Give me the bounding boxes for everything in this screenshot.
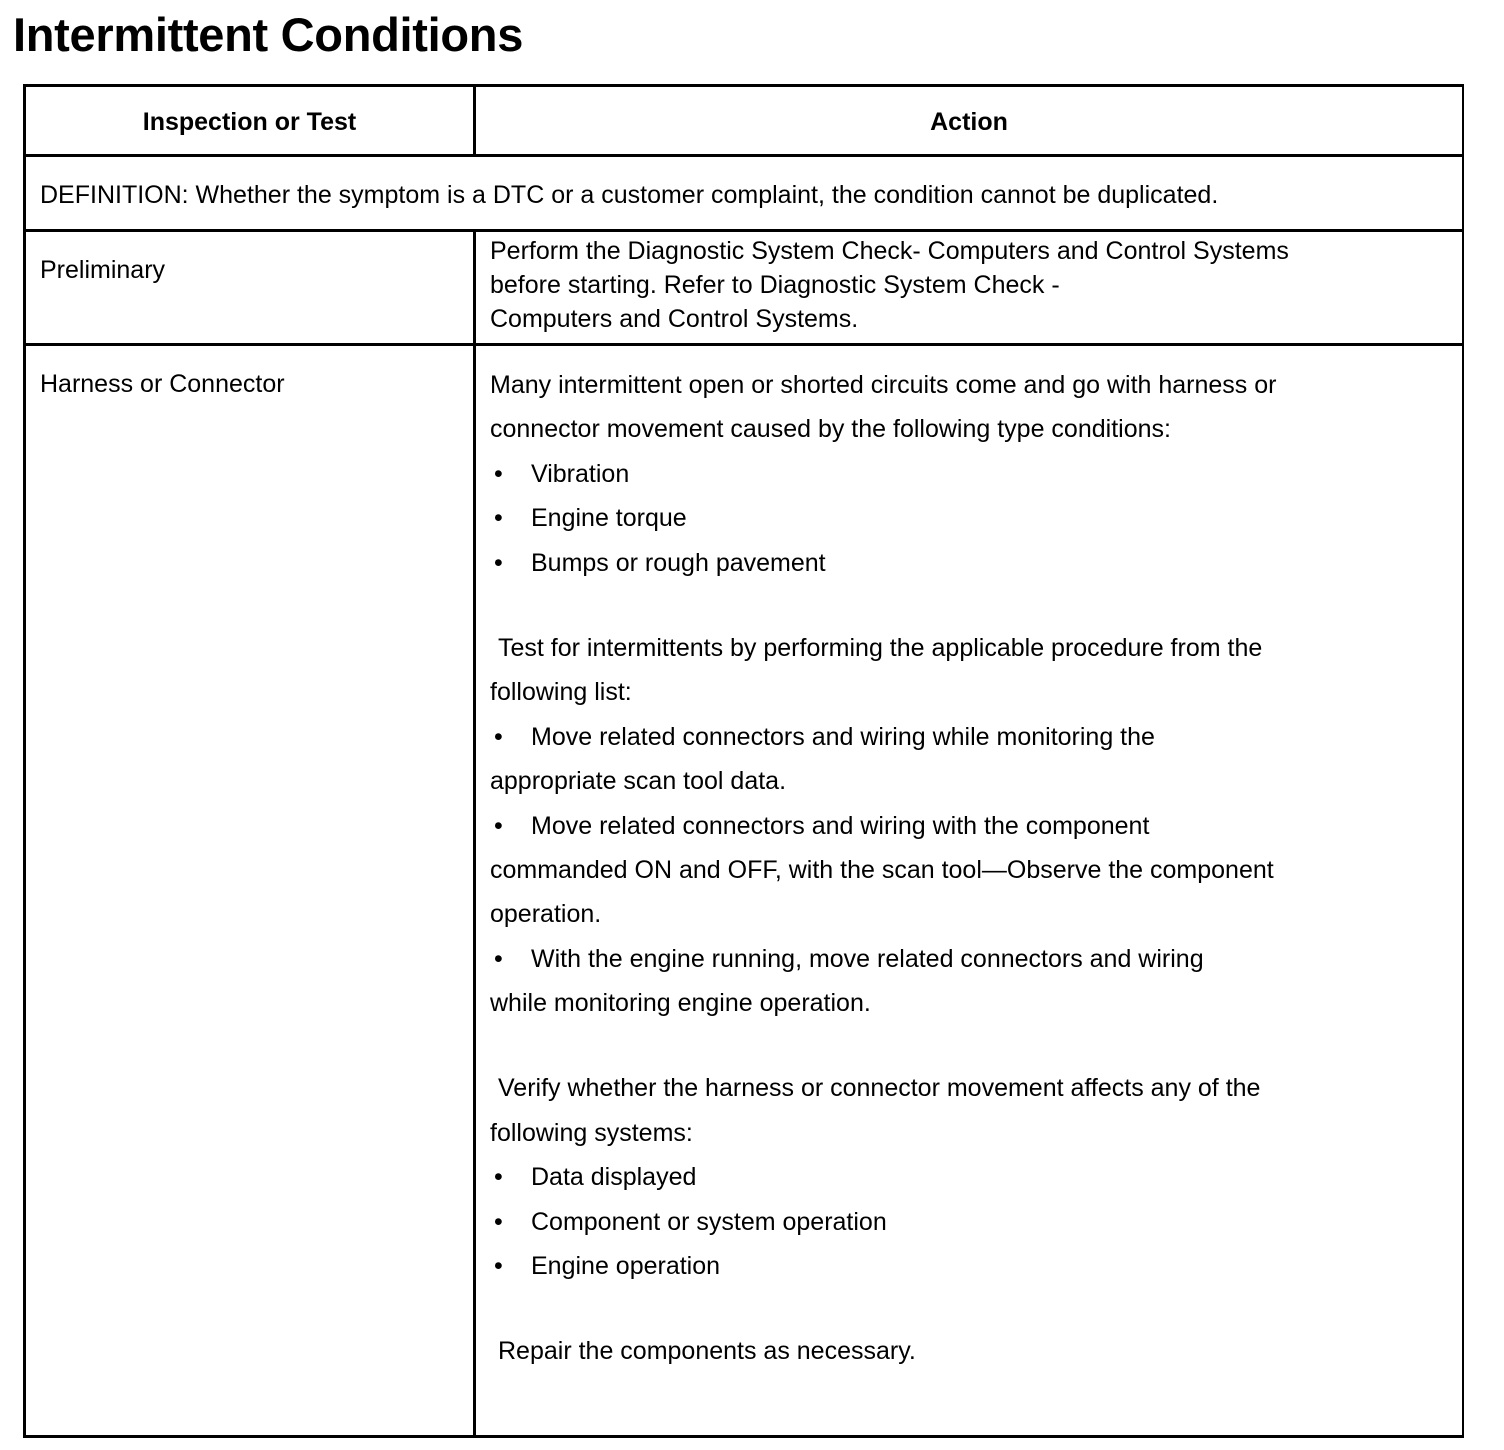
verify-intro-line: following systems: xyxy=(490,1118,693,1147)
column-divider xyxy=(473,229,476,1435)
bullet-icon: • xyxy=(494,944,503,973)
row-label-preliminary: Preliminary xyxy=(40,256,166,284)
bullet-icon: • xyxy=(494,504,503,533)
bullet-icon: • xyxy=(494,548,503,577)
procedure-item xyxy=(490,804,1450,848)
bullet-icon: • xyxy=(494,811,503,840)
system-text: Data displayed xyxy=(531,1163,697,1192)
condition-item xyxy=(490,496,1450,540)
spacer xyxy=(490,585,1450,626)
procedure-continuation: appropriate scan tool data. xyxy=(490,767,787,796)
preliminary-action-line: Perform the Diagnostic System Check- Computers and Control Systems xyxy=(490,237,1289,265)
condition-text: Bumps or rough pavement xyxy=(531,548,826,577)
procedure-continuation: commanded ON and OFF, with the scan tool—Observe the component xyxy=(490,855,1274,884)
header-divider xyxy=(26,154,1462,157)
procedure-text: Move related connectors and wiring with the component xyxy=(531,811,1150,840)
header-action: Action xyxy=(930,108,1008,136)
system-text: Engine operation xyxy=(531,1252,721,1281)
intro-line: Many intermittent open or shorted circuits come and go with harness or xyxy=(490,371,1277,399)
preliminary-action-text xyxy=(490,234,1289,336)
intermittent-conditions-table xyxy=(23,84,1464,1438)
procedure-item xyxy=(490,715,1450,759)
procedure-text: With the engine running, move related connectors and wiring xyxy=(531,944,1204,973)
preliminary-action-line: Computers and Control Systems. xyxy=(490,305,859,333)
bullet-icon: • xyxy=(494,1252,503,1281)
page-title: Intermittent Conditions xyxy=(13,8,524,61)
procedure-continuation: operation. xyxy=(490,900,602,929)
procedure-continuation: while monitoring engine operation. xyxy=(490,989,871,1018)
condition-text: Vibration xyxy=(531,459,630,488)
row-label-harness-or-connector: Harness or Connector xyxy=(40,370,285,398)
preliminary-divider xyxy=(26,343,1462,346)
definition-divider xyxy=(26,229,1462,232)
spacer xyxy=(490,1025,1450,1066)
definition-text: DEFINITION: Whether the symptom is a DTC or a customer complaint, the condition cannot be duplicated. xyxy=(40,181,1219,209)
bullet-icon: • xyxy=(494,1163,503,1192)
verify-intro-line: Verify whether the harness or connector movement affects any of the xyxy=(498,1074,1261,1103)
intro-line: connector movement caused by the following type conditions: xyxy=(490,415,1171,444)
bullet-icon: • xyxy=(494,722,503,751)
preliminary-action-line: before starting. Refer to Diagnostic System Check - xyxy=(490,271,1060,299)
bullet-icon: • xyxy=(494,1207,503,1236)
system-item xyxy=(490,1200,1450,1244)
test-intro-line: following list: xyxy=(490,678,632,707)
test-intro-line: Test for intermittents by performing the applicable procedure from the xyxy=(498,633,1263,662)
condition-item xyxy=(490,541,1450,585)
system-item xyxy=(490,1155,1450,1199)
header-inspection-or-test: Inspection or Test xyxy=(142,108,357,136)
harness-action-text xyxy=(490,363,1450,1374)
spacer xyxy=(490,1288,1450,1329)
procedure-item xyxy=(490,937,1450,981)
procedure-text: Move related connectors and wiring while monitoring the xyxy=(531,722,1155,751)
system-item xyxy=(490,1244,1450,1288)
system-text: Component or system operation xyxy=(531,1207,887,1236)
condition-item xyxy=(490,452,1450,496)
condition-text: Engine torque xyxy=(531,504,687,533)
closing-text: Repair the components as necessary. xyxy=(498,1337,916,1366)
bullet-icon: • xyxy=(494,459,503,488)
